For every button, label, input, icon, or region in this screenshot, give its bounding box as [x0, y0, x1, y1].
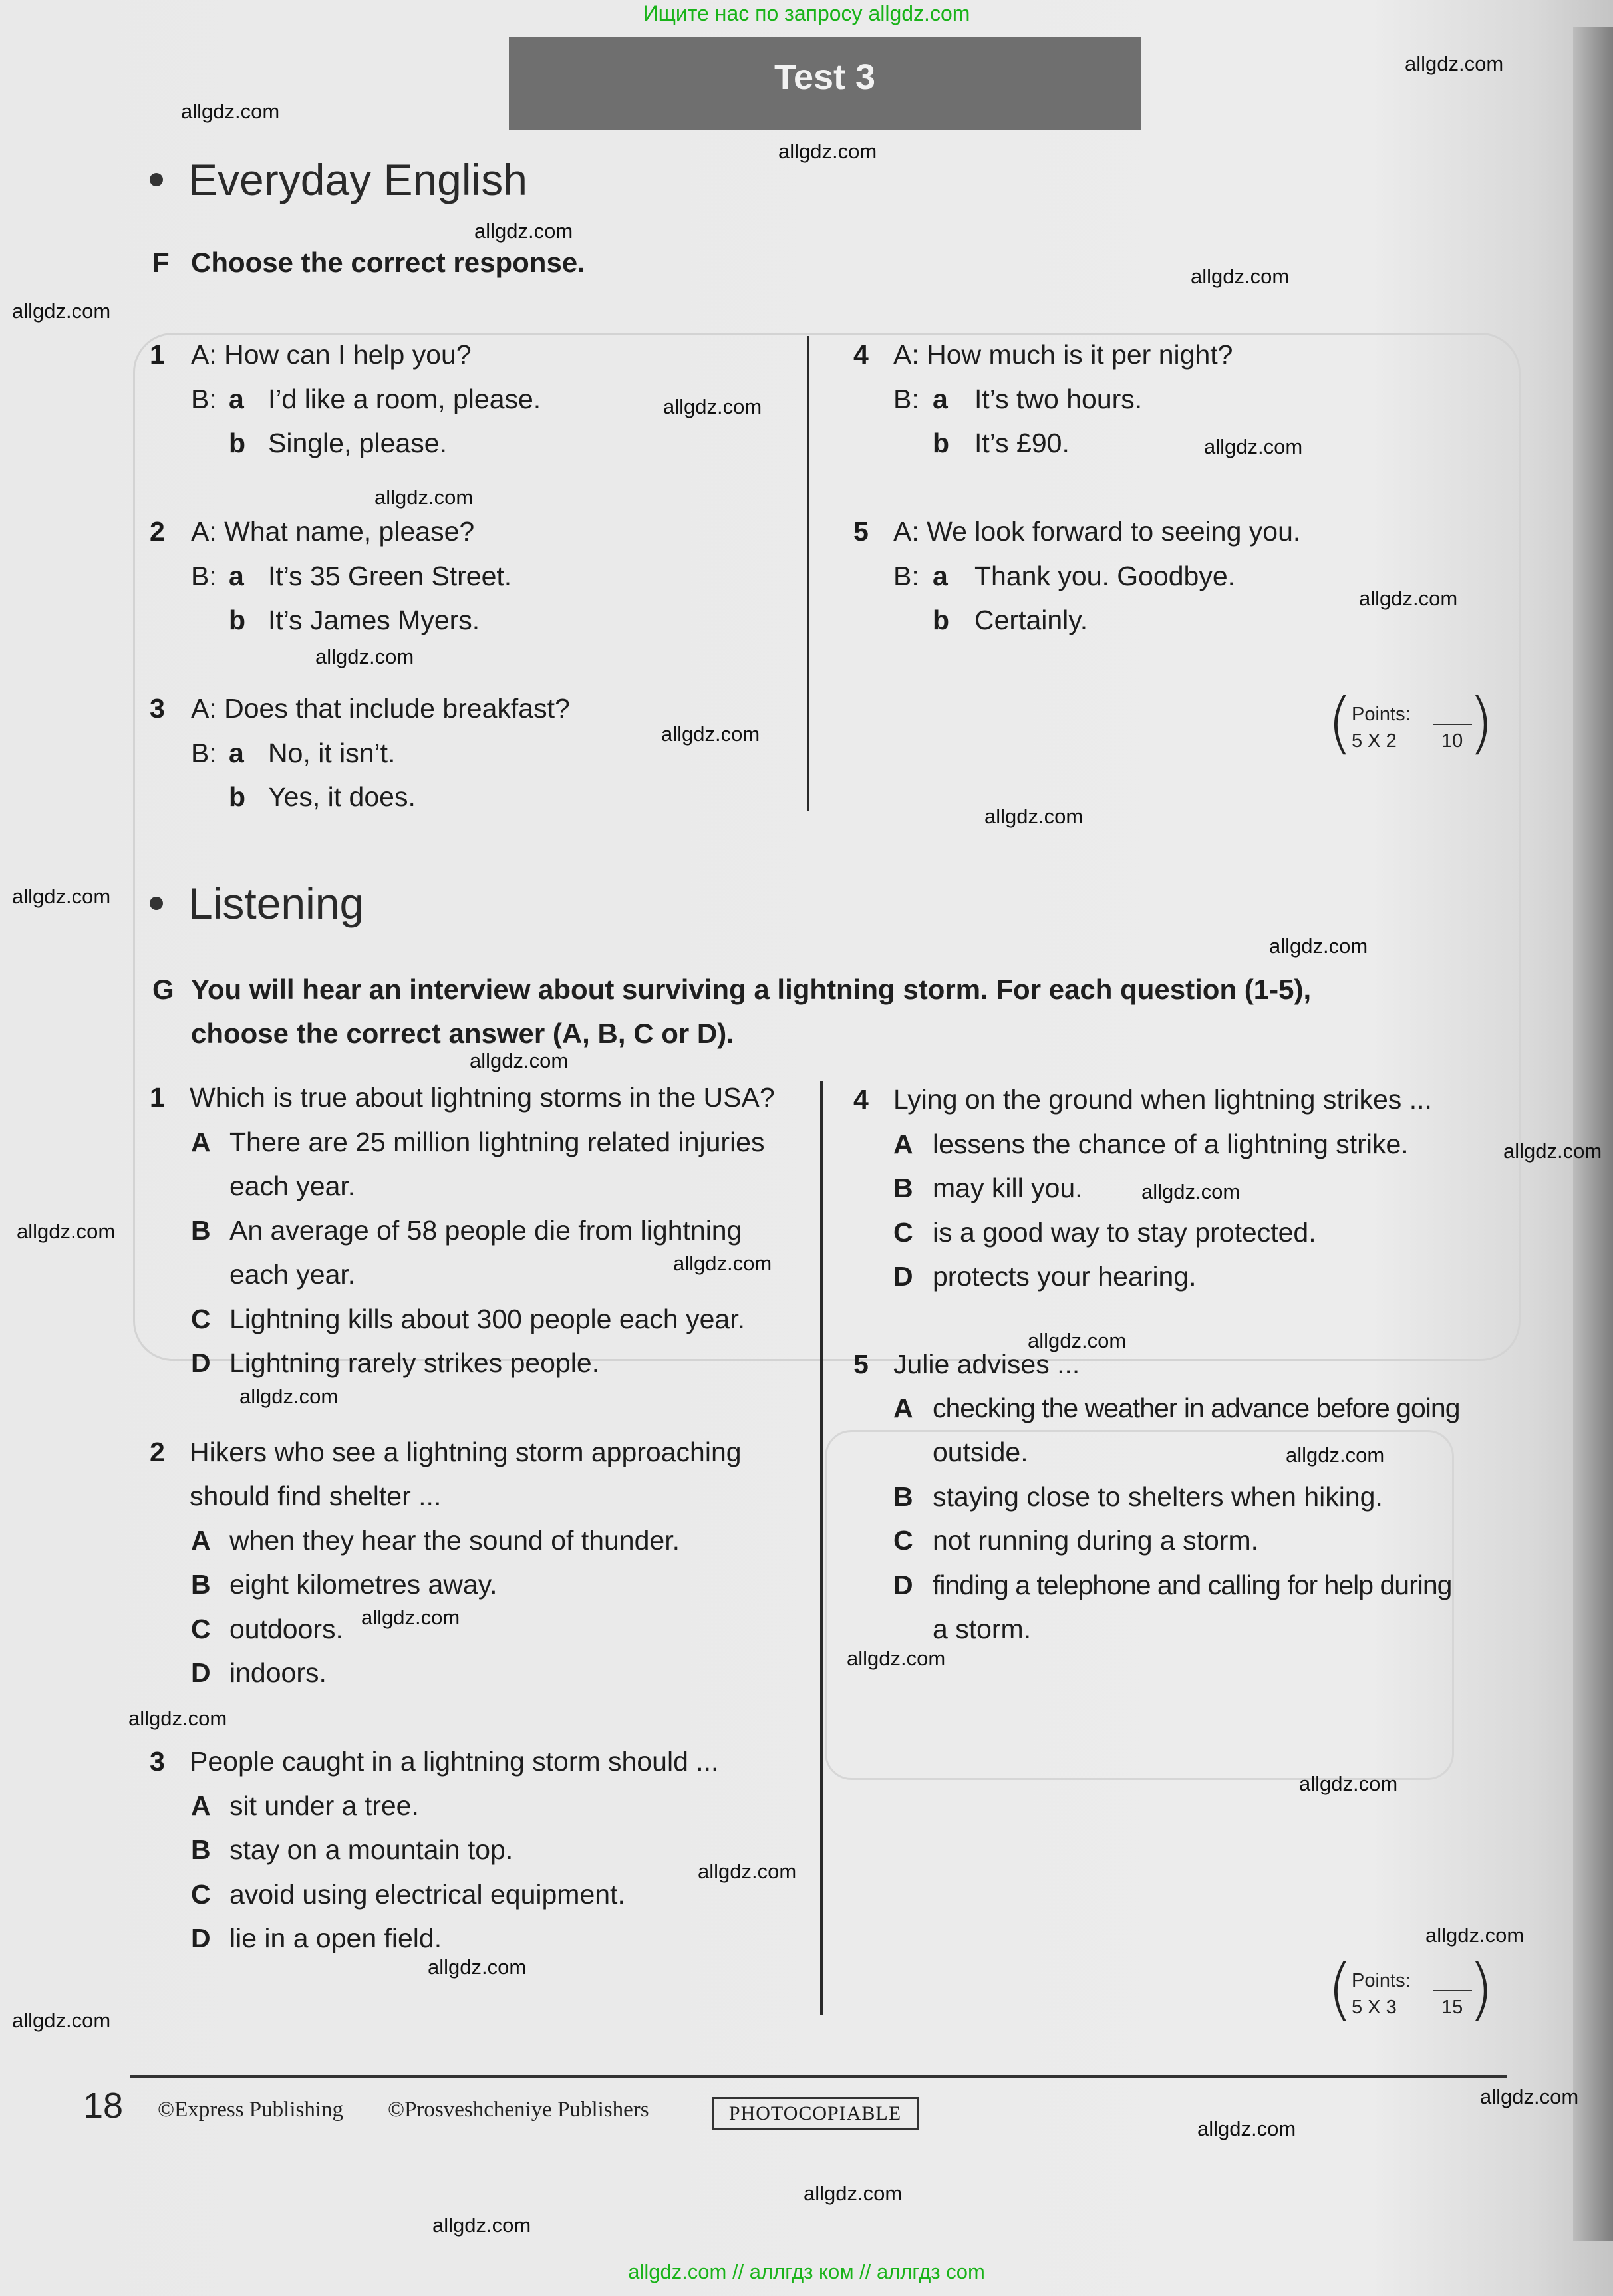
option-text[interactable]: An average of 58 people die from lightning [229, 1215, 742, 1246]
section-heading-listening: Listening [150, 878, 364, 929]
watermark: allgdz.com [1480, 2085, 1579, 2108]
left-paren-icon: ( [1327, 684, 1354, 762]
question-number: 1 [150, 339, 165, 370]
option-letter[interactable]: b [229, 782, 246, 812]
option-letter[interactable]: C [191, 1614, 211, 1644]
watermark: allgdz.com [361, 1606, 460, 1629]
points-calc: 5 X 3 [1352, 1997, 1397, 2018]
speaker-b: B: [191, 738, 217, 768]
points-total: 10 [1441, 730, 1463, 752]
option-text[interactable]: checking the weather in advance before going [933, 1393, 1460, 1423]
watermark: allgdz.com [128, 1707, 227, 1730]
question-number: 3 [150, 693, 165, 724]
watermark: allgdz.com [470, 1049, 569, 1072]
question-number: 5 [853, 516, 869, 547]
question-prompt: A: How much is it per night? [893, 339, 1233, 370]
option-text[interactable]: Certainly. [974, 605, 1088, 635]
option-text[interactable]: lie in a open field. [229, 1923, 442, 1953]
option-letter[interactable]: D [191, 1923, 211, 1953]
watermark: allgdz.com [17, 1220, 116, 1243]
footer-rule [130, 2075, 1507, 2078]
bullet-icon [150, 897, 163, 910]
speaker-b: B: [191, 384, 217, 414]
option-letter[interactable]: D [893, 1570, 913, 1600]
watermark: allgdz.com [1359, 587, 1458, 610]
option-letter[interactable]: A [893, 1129, 913, 1159]
option-text[interactable]: outdoors. [229, 1614, 343, 1644]
option-letter[interactable]: B [893, 1481, 913, 1512]
speaker-b: B: [191, 561, 217, 591]
watermark: allgdz.com [673, 1252, 772, 1275]
speaker-b: B: [893, 384, 919, 414]
option-text[interactable]: No, it isn’t. [268, 738, 396, 768]
option-text[interactable]: avoid using electrical equipment. [229, 1879, 625, 1910]
task-f-instruction: F Choose the correct response. [191, 241, 585, 285]
option-letter[interactable]: a [229, 561, 244, 591]
watermark: allgdz.com [778, 140, 877, 163]
question-number: 1 [150, 1082, 165, 1113]
watermark: allgdz.com [1405, 52, 1504, 75]
option-letter[interactable]: a [229, 384, 244, 414]
watermark: allgdz.com [428, 1955, 527, 1979]
test-header [509, 37, 1141, 130]
points-label: Points: [1352, 1970, 1411, 1991]
watermark: allgdz.com [432, 2214, 531, 2237]
option-letter[interactable]: B [191, 1569, 211, 1600]
option-text[interactable]: sit under a tree. [229, 1791, 419, 1821]
watermark: allgdz.com [474, 219, 573, 243]
watermark: allgdz.com [661, 722, 760, 746]
book-spine-shadow [1573, 27, 1613, 2241]
option-text[interactable]: It’s £90. [974, 428, 1070, 458]
option-letter[interactable]: B [191, 1215, 211, 1246]
section-heading-everyday-english: Everyday English [150, 154, 527, 205]
option-text[interactable]: Lightning rarely strikes people. [229, 1348, 600, 1378]
option-text[interactable]: staying close to shelters when hiking. [933, 1481, 1383, 1512]
question-stem: Julie advises ... [893, 1349, 1080, 1379]
watermark: allgdz.com [984, 805, 1084, 828]
question-number: 2 [150, 1437, 165, 1467]
option-letter[interactable]: C [893, 1525, 913, 1556]
option-text[interactable]: It’s 35 Green Street. [268, 561, 512, 591]
option-letter[interactable]: b [229, 428, 246, 458]
watermark: allgdz.com [1269, 934, 1368, 958]
watermark: allgdz.com [1425, 1924, 1525, 1947]
watermark: allgdz.com [804, 2182, 903, 2205]
option-letter[interactable]: b [229, 605, 246, 635]
watermark: allgdz.com [1503, 1139, 1602, 1163]
option-text-cont[interactable]: each year. [229, 1171, 356, 1201]
watermark: allgdz.com [1141, 1180, 1241, 1203]
question-prompt: A: We look forward to seeing you. [893, 516, 1301, 547]
watermark: allgdz.com [315, 645, 414, 668]
option-text[interactable]: finding a telephone and calling for help during [933, 1570, 1452, 1600]
watermark: allgdz.com [698, 1860, 797, 1883]
points-box-f [1327, 684, 1495, 764]
option-text[interactable]: protects your hearing. [933, 1261, 1197, 1292]
question-number: 4 [853, 1084, 869, 1115]
option-text[interactable]: Lightning kills about 300 people each year. [229, 1304, 746, 1334]
question-number: 4 [853, 339, 869, 370]
option-text-cont[interactable]: each year. [229, 1259, 356, 1290]
question-prompt: A: How can I help you? [191, 339, 472, 370]
question-stem: Which is true about lightning storms in the USA? [190, 1082, 775, 1113]
watermark: allgdz.com [181, 100, 280, 123]
watermark: allgdz.com [1197, 2117, 1296, 2140]
option-letter[interactable]: a [933, 384, 948, 414]
option-letter[interactable]: a [229, 738, 244, 768]
watermark: allgdz.com [239, 1385, 339, 1408]
task-g-instruction: G You will hear an interview about surviving a lightning storm. For each question (1-5), choose the correct answer (A, B, C or D). [191, 968, 1311, 1056]
option-letter[interactable]: A [191, 1127, 211, 1157]
watermark: allgdz.com [12, 299, 111, 323]
left-paren-icon: ( [1327, 1950, 1354, 2028]
right-paren-icon: ) [1468, 684, 1495, 762]
option-letter[interactable]: a [933, 561, 948, 591]
watermark: allgdz.com [374, 486, 474, 509]
option-text[interactable]: eight kilometres away. [229, 1569, 498, 1600]
top-search-note[interactable]: Ищите нас по запросу allgdz.com [643, 1, 970, 25]
option-letter[interactable]: B [893, 1173, 913, 1203]
watermark: allgdz.com [1028, 1329, 1127, 1352]
option-text[interactable]: Thank you. Goodbye. [974, 561, 1236, 591]
option-letter[interactable]: D [893, 1261, 913, 1292]
question-number: 2 [150, 516, 165, 547]
option-text[interactable]: may kill you. [933, 1173, 1083, 1203]
option-text[interactable]: I’d like a room, please. [268, 384, 541, 414]
option-text[interactable]: It’s James Myers. [268, 605, 480, 635]
task-letter: F [152, 247, 170, 278]
option-text[interactable]: stay on a mountain top. [229, 1834, 513, 1865]
option-text-cont[interactable]: outside. [933, 1437, 1028, 1467]
speaker-b: B: [893, 561, 919, 591]
option-text[interactable]: It’s two hours. [974, 384, 1143, 414]
option-text[interactable]: lessens the chance of a lightning strike. [933, 1129, 1409, 1159]
question-number: 3 [150, 1746, 165, 1777]
points-total: 15 [1441, 1997, 1463, 2018]
watermark: allgdz.com [12, 2009, 111, 2032]
option-letter[interactable]: A [893, 1393, 913, 1423]
points-box-g [1327, 1950, 1495, 2030]
option-letter[interactable]: D [191, 1657, 211, 1688]
right-paren-icon: ) [1468, 1950, 1495, 2028]
column-divider [820, 1081, 823, 2015]
publisher-express: ©Express Publishing [158, 2098, 344, 2122]
points-blank-line [1433, 1990, 1472, 1991]
watermark: allgdz.com [1191, 265, 1290, 288]
column-divider [807, 336, 809, 811]
question-stem: Lying on the ground when lightning strikes ... [893, 1084, 1432, 1115]
option-letter[interactable]: C [893, 1217, 913, 1248]
task-letter: G [152, 974, 174, 1005]
option-text[interactable]: when they hear the sound of thunder. [229, 1525, 680, 1556]
bullet-icon [150, 173, 163, 186]
option-letter[interactable]: A [191, 1525, 211, 1556]
option-text[interactable]: is a good way to stay protected. [933, 1217, 1316, 1248]
photocopiable-badge: PHOTOCOPIABLE [712, 2097, 919, 2130]
option-text-cont[interactable]: a storm. [933, 1614, 1032, 1644]
option-text[interactable]: not running during a storm. [933, 1525, 1258, 1556]
option-text[interactable]: Yes, it does. [268, 782, 416, 812]
question-stem-cont: should find shelter ... [190, 1481, 442, 1511]
question-prompt: A: What name, please? [191, 516, 475, 547]
question-stem: Hikers who see a lightning storm approaching [190, 1437, 742, 1467]
option-letter[interactable]: b [933, 605, 950, 635]
bleed-through-box [133, 333, 1521, 1361]
option-letter[interactable]: B [191, 1834, 211, 1865]
points-blank-line [1433, 724, 1472, 725]
watermark: allgdz.com [12, 885, 111, 908]
option-letter[interactable]: b [933, 428, 950, 458]
question-number: 5 [853, 1349, 869, 1379]
option-letter[interactable]: D [191, 1348, 211, 1378]
option-text[interactable]: indoors. [229, 1657, 327, 1688]
option-text[interactable]: Single, please. [268, 428, 447, 458]
publisher-prosveshcheniye: ©Prosveshcheniye Publishers [388, 2098, 649, 2122]
watermark: allgdz.com [1286, 1443, 1385, 1467]
question-stem: People caught in a lightning storm should ... [190, 1746, 719, 1777]
test-title: Test 3 [774, 57, 876, 97]
option-text[interactable]: There are 25 million lightning related injuries [229, 1127, 765, 1157]
page-number: 18 [83, 2086, 124, 2126]
points-calc: 5 X 2 [1352, 730, 1397, 752]
watermark: allgdz.com [663, 395, 762, 418]
watermark: allgdz.com [1299, 1772, 1398, 1795]
points-label: Points: [1352, 704, 1411, 725]
option-letter[interactable]: C [191, 1304, 211, 1334]
question-prompt: A: Does that include breakfast? [191, 693, 570, 724]
watermark: allgdz.com [1204, 435, 1303, 458]
option-letter[interactable]: C [191, 1879, 211, 1910]
bottom-links[interactable]: allgdz.com // аллгдз ком // аллгдз com [628, 2260, 985, 2283]
option-letter[interactable]: A [191, 1791, 211, 1821]
watermark: allgdz.com [847, 1647, 946, 1670]
